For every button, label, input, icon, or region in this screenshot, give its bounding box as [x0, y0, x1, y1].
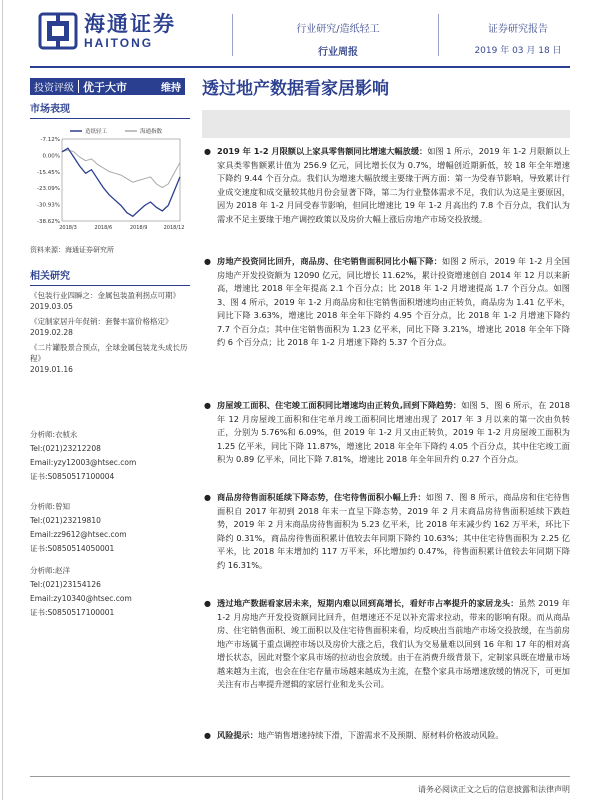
- paragraph-lead: 房屋竣工面积、住宅竣工面积同比增速均由正转负,回到下降趋势：: [217, 400, 462, 410]
- company-logo: [38, 12, 176, 50]
- related-heading: 相关研究: [30, 271, 70, 282]
- related-title: 《包装行业四瞬之：金属包装盈利拐点可期》: [30, 291, 180, 300]
- x-tick-label: 2018/12: [163, 225, 185, 231]
- footer-disclaimer: 请务必阅读正文之后的信息披露和法律声明: [418, 785, 570, 794]
- report-header: [0, 0, 600, 64]
- y-tick-label: -23.09%: [37, 186, 60, 193]
- body-paragraph: [202, 399, 570, 481]
- analyst-name: 分析师:衣桢永: [30, 430, 78, 439]
- report-body: [202, 145, 570, 743]
- related-item[interactable]: [30, 290, 190, 312]
- analyst-tel: Tel:(021)23154126: [30, 580, 101, 589]
- x-tick-label: 2018/6: [94, 225, 113, 231]
- rating-action: 维持: [161, 83, 181, 94]
- related-date: 2019.01.16: [30, 365, 73, 374]
- paragraph-text: 地产销售增速持续下滑，下游需求不及预期、原材料价格波动风险。: [257, 730, 504, 740]
- bullet-icon: ●: [204, 731, 211, 740]
- analyst-email[interactable]: Email:zz9612@htsec.com: [30, 530, 127, 539]
- analyst-tel: Tel:(021)23219810: [30, 516, 101, 525]
- legend-label: 造纸轻工: [85, 129, 108, 135]
- paragraph-text: 虽然 2019 年 1-2 月房地产开发投资额同比回升，但增速还不足以补充需求拉动，带来的影响有限。而从商品房、住宅销售面积、竣工面积以及住宅待售面积来看，均反映出当前地产市场交投放缓，在当前房地产市场属于重点调控市场以及房价大涨之后，我们认为交易量难以回到 16 年和 17 年的相对高增长状态，因此对整个家具市场的拉动也会放缓。由于在消费升级背景下，定制家具既在增量市场越来越为主流，也会在住宅存量市场越来越成为主流，在整个家具市场增速放缓的情况下，可更加关注有市占率提升逻辑的家居行业和龙头公司。: [217, 598, 570, 689]
- body-paragraph: [202, 729, 570, 743]
- paragraph-text: 如图 2 所示，2019 年 1-2 月全国房地产开发投资额为 12090 亿元，同比增长 11.62%，累计投资增速创自 2014 年 12 月以来新高，增速比 2018 年全年提高 2.1 个百分点；比 2018 年 1-2 月增速提高 1.7 个百分点。如图 3、图 4 所示，2019 年 1-2 月商品房和住宅销售面积增速均由正转负，商品房为 1.41 亿平米，同比下降 3.63%，增速比 2018 年全年下降约 4.95 个百分点，比 2018 年 1-2 月增速下降约 7.7 个百分点；其中住宅销售面积为 1.23 亿平米，同比下降 3.21%，增速比 2018 年全年下降约 6 个百分点；比 2018 年 1-2 月增速下降约 5.37 个百分点。: [217, 256, 570, 347]
- investment-rating-bar: [30, 78, 185, 95]
- analyst-email[interactable]: Email:yzy12003@htsec.com: [30, 458, 137, 467]
- series-line: [62, 148, 180, 216]
- analyst-tel: Tel:(021)23212208: [30, 444, 101, 453]
- y-tick-label: -15.45%: [37, 169, 60, 176]
- related-title: 《二片罐股景合预点，全球金属包装龙头成长历程》: [30, 343, 188, 363]
- analyst-email[interactable]: Email:zy10340@htsec.com: [30, 594, 132, 603]
- body-paragraph: [202, 597, 570, 721]
- haitong-logo-icon: [38, 12, 78, 50]
- rating-value: 优于大市: [83, 80, 127, 94]
- report-kind: 证券研究报告: [488, 24, 548, 35]
- x-tick-label: 2018/9: [129, 225, 148, 231]
- logo-english-name: HAITONG: [84, 35, 154, 50]
- series-line: [62, 150, 180, 188]
- market-chart: [30, 125, 185, 237]
- paragraph-lead: 透过地产数据看家居未来，短期内难以回到高增长，看好市占率提升的家居龙头：: [217, 598, 519, 608]
- analyst-name: 分析师:赵洋: [30, 566, 71, 575]
- body-paragraph: [202, 145, 570, 241]
- paragraph-lead: 风险提示：: [217, 730, 258, 740]
- report-type: 行业周报: [318, 47, 358, 58]
- summary-band: [202, 110, 570, 138]
- chart-source: 资料来源：海通证券研究所: [30, 246, 114, 254]
- bullet-icon: ●: [204, 257, 211, 266]
- paragraph-lead: 2019 年 1-2 月限额以上家具零售额同比增速大幅放缓：: [217, 146, 428, 156]
- logo-chinese-name: 海通证券: [84, 10, 176, 36]
- y-tick-label: 0.00%: [42, 153, 60, 160]
- related-title: 《定制家居升年促销：套餐丰富价格格定》: [30, 317, 173, 326]
- related-item[interactable]: [30, 316, 190, 338]
- analyst-cert: 证书:S0850517100001: [30, 608, 115, 617]
- paragraph-text: 如图 7、图 8 所示，商品房和住宅待售面积自 2017 年初到 2018 年末一直呈下降态势，2019 年 2 月末商品房待售面积延续下跌趋势，2019 年 2 月末商品房待售面积为 5.23 亿平米，比 2018 年末减少约 162 万平米，环比下降约 0.31%，商品房待售面积累计值较去年同期下降约 10.63%；其中住宅待售面积为 2.25 亿平米，比 2018 年末增加约 117 万平米，环比增加约 0.47%，待售面积累计值较去年同期下降约 16.31%。: [217, 492, 570, 570]
- section-rule: [30, 285, 190, 286]
- related-date: 2019.02.28: [30, 328, 73, 337]
- body-paragraph: [202, 255, 570, 391]
- related-date: 2019.03.05: [30, 302, 73, 311]
- bullet-icon: ●: [204, 493, 211, 502]
- industry-line: 行业研究/造纸轻工: [296, 24, 380, 35]
- legend-label: 海通指数: [140, 129, 163, 135]
- paragraph-lead: 房地产投资同比回升，商品房、住宅销售面积同比小幅下降：: [217, 256, 442, 266]
- bullet-icon: ●: [204, 147, 211, 156]
- left-sidebar: [30, 100, 190, 375]
- analyst-name: 分析师:曾知: [30, 502, 71, 511]
- market-chart-svg: [30, 125, 185, 237]
- header-divider: [438, 14, 439, 56]
- report-date: 2019 年 03 月 18 日: [474, 46, 562, 56]
- y-tick-label: -30.93%: [37, 202, 60, 209]
- related-item[interactable]: [30, 342, 190, 375]
- analyst-block: [30, 500, 190, 556]
- page-edge: [2, 0, 3, 800]
- analyst-cert: 证书:S0850514050001: [30, 544, 115, 553]
- related-list: [30, 290, 190, 375]
- bullet-icon: ●: [204, 401, 211, 410]
- analyst-block: [30, 564, 190, 620]
- chart-frame: [62, 139, 180, 221]
- rating-label: 投资评级: [34, 83, 74, 94]
- y-tick-label: -38.62%: [37, 219, 60, 225]
- paragraph-text: 如图 5、图 6 所示，在 2018 年 12 月房屋竣工面积和住宅单月竣工面积同比增速出现了 2017 年 3 月以来的第一次由负转正，分别为 5.76%和 6.09%，但 2019 年 1-2 月又由正转负，2019 年 1-2 月房屋竣工面积为 1.25 亿平米，同比下降 11.87%，增速比 2018 年全年下降约 4.05 个百分点，其中住宅竣工面积为 0.89 亿平米，同比下降 7.81%，增速比 2018 年全年回升约 0.27 个百分点。: [217, 400, 570, 464]
- report-title: 透过地产数据看家居影响: [202, 79, 389, 99]
- footer-rule: [30, 776, 570, 777]
- bullet-icon: ●: [204, 599, 211, 608]
- market-heading: 市场表现: [30, 104, 70, 115]
- section-rule: [30, 118, 190, 119]
- analyst-cert: 证书:S0850517100004: [30, 472, 115, 481]
- body-paragraph: [202, 491, 570, 587]
- x-tick-label: 2018/3: [59, 225, 77, 231]
- header-divider: [232, 14, 233, 56]
- y-tick-label: -7.12%: [40, 137, 60, 143]
- header-rule: [30, 66, 570, 68]
- paragraph-text: 如图 1 所示，2019 年 1-2 月限额以上家具类零售额累计值为 256.9 亿元，同比增长仅为 0.7%，增幅创近期新低，较 18 年全年增速下降约 9.44 个百分点。我们认为增速大幅放缓主要缘于两方面：第一为受春节影响，导致累计行业成交速度和成交量较其他月份会显著下降，第二为行业整体需求不足，我们认为这是主要原因，因为 2018 年 1-2 月同受春节影响，但同比增速比 19 年 1-2 月高出约 7.8 个百分点，我们认为需求不足主要缘于地产调控政策以及房价大幅上涨后房地产市场交投放缓。: [217, 146, 570, 224]
- paragraph-lead: 商品房待售面积延续下降态势，住宅待售面积小幅上升：: [217, 492, 426, 502]
- analyst-block: [30, 428, 190, 484]
